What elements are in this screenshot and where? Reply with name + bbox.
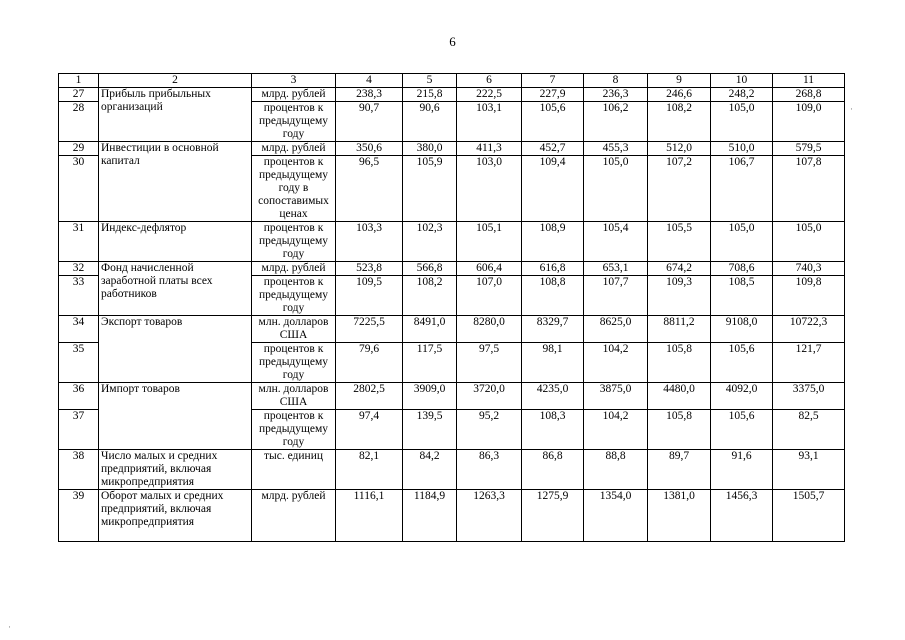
value-cell: 86,3	[457, 450, 522, 490]
unit-cell: процентов к предыдущему году	[252, 102, 336, 142]
indicator-name: Фонд начисленной заработной платы всех работников	[99, 262, 252, 316]
table-row	[59, 222, 845, 262]
unit-cell: процентов к предыдущему году в сопоставимых ценах	[252, 156, 336, 222]
value-cell: 108,8	[522, 276, 584, 316]
value-cell: 93,1	[773, 450, 845, 490]
value-cell: 616,8	[522, 262, 584, 276]
unit-cell: млрд. рублей	[252, 262, 336, 276]
value-cell: 108,2	[403, 276, 457, 316]
value-cell: 3875,0	[584, 383, 648, 410]
unit-cell: млн. долларов США	[252, 383, 336, 410]
value-cell: 452,7	[522, 142, 584, 156]
col-header: 6	[457, 74, 522, 88]
value-cell: 109,0	[773, 102, 845, 142]
value-cell: 103,0	[457, 156, 522, 222]
value-cell: 8329,7	[522, 316, 584, 343]
row-number: 32	[59, 262, 99, 276]
value-cell: 84,2	[403, 450, 457, 490]
table-row	[59, 450, 845, 490]
value-cell: 117,5	[403, 343, 457, 383]
value-cell: 606,4	[457, 262, 522, 276]
value-cell: 105,9	[403, 156, 457, 222]
indicators-table	[58, 73, 845, 542]
value-cell: 4480,0	[648, 383, 711, 410]
value-cell: 79,6	[336, 343, 403, 383]
value-cell: 1456,3	[711, 490, 773, 542]
col-header: 1	[59, 74, 99, 88]
value-cell: 98,1	[522, 343, 584, 383]
value-cell: 1381,0	[648, 490, 711, 542]
value-cell: 105,0	[584, 156, 648, 222]
col-header: 4	[336, 74, 403, 88]
value-cell: 88,8	[584, 450, 648, 490]
value-cell: 1505,7	[773, 490, 845, 542]
row-number: 31	[59, 222, 99, 262]
table-row	[59, 316, 845, 343]
col-header: 2	[99, 74, 252, 88]
col-header: 7	[522, 74, 584, 88]
value-cell: 227,9	[522, 88, 584, 102]
row-number: 36	[59, 383, 99, 410]
value-cell: 95,2	[457, 410, 522, 450]
value-cell: 139,5	[403, 410, 457, 450]
value-cell: 91,6	[711, 450, 773, 490]
value-cell: 9108,0	[711, 316, 773, 343]
indicator-name: Импорт товаров	[99, 383, 252, 450]
value-cell: 121,7	[773, 343, 845, 383]
value-cell: 268,8	[773, 88, 845, 102]
value-cell: 82,1	[336, 450, 403, 490]
unit-cell: процентов к предыдущему году	[252, 276, 336, 316]
unit-cell: млрд. рублей	[252, 88, 336, 102]
value-cell: 82,5	[773, 410, 845, 450]
value-cell: 105,6	[522, 102, 584, 142]
table-row	[59, 262, 845, 276]
value-cell: 708,6	[711, 262, 773, 276]
row-number: 30	[59, 156, 99, 222]
value-cell: 105,6	[711, 410, 773, 450]
indicator-name: Индекс-дефлятор	[99, 222, 252, 262]
value-cell: 740,3	[773, 262, 845, 276]
value-cell: 109,4	[522, 156, 584, 222]
value-cell: 106,7	[711, 156, 773, 222]
value-cell: 8625,0	[584, 316, 648, 343]
value-cell: 107,8	[773, 156, 845, 222]
table-row	[59, 383, 845, 410]
value-cell: 248,2	[711, 88, 773, 102]
value-cell: 89,7	[648, 450, 711, 490]
value-cell: 523,8	[336, 262, 403, 276]
value-cell: 104,2	[584, 343, 648, 383]
value-cell: 107,2	[648, 156, 711, 222]
row-number: 29	[59, 142, 99, 156]
value-cell: 10722,3	[773, 316, 845, 343]
row-number: 37	[59, 410, 99, 450]
value-cell: 105,6	[711, 343, 773, 383]
header-row	[59, 74, 845, 88]
value-cell: 108,9	[522, 222, 584, 262]
value-cell: 512,0	[648, 142, 711, 156]
value-cell: 4235,0	[522, 383, 584, 410]
value-cell: 8811,2	[648, 316, 711, 343]
value-cell: 105,8	[648, 343, 711, 383]
indicator-name: Число малых и средних предприятий, включая микропредприятия	[99, 450, 252, 490]
value-cell: 411,3	[457, 142, 522, 156]
unit-cell: процентов к предыдущему году	[252, 410, 336, 450]
value-cell: 246,6	[648, 88, 711, 102]
value-cell: 1184,9	[403, 490, 457, 542]
value-cell: 674,2	[648, 262, 711, 276]
value-cell: 103,3	[336, 222, 403, 262]
value-cell: 90,6	[403, 102, 457, 142]
scan-speck: ·	[8, 622, 11, 632]
value-cell: 104,2	[584, 410, 648, 450]
value-cell: 1116,1	[336, 490, 403, 542]
scan-speck: ·	[850, 104, 853, 114]
col-header: 5	[403, 74, 457, 88]
value-cell: 238,3	[336, 88, 403, 102]
indicator-name: Оборот малых и средних предприятий, включая микропредприятия	[99, 490, 252, 542]
value-cell: 105,0	[773, 222, 845, 262]
value-cell: 653,1	[584, 262, 648, 276]
row-number: 27	[59, 88, 99, 102]
col-header: 8	[584, 74, 648, 88]
value-cell: 350,6	[336, 142, 403, 156]
value-cell: 3720,0	[457, 383, 522, 410]
value-cell: 1275,9	[522, 490, 584, 542]
value-cell: 1263,3	[457, 490, 522, 542]
table-row	[59, 88, 845, 102]
indicator-name: Инвестиции в основной капитал	[99, 142, 252, 222]
value-cell: 86,8	[522, 450, 584, 490]
value-cell: 215,8	[403, 88, 457, 102]
unit-cell: млрд. рублей	[252, 142, 336, 156]
value-cell: 2802,5	[336, 383, 403, 410]
value-cell: 97,5	[457, 343, 522, 383]
value-cell: 8491,0	[403, 316, 457, 343]
value-cell: 510,0	[711, 142, 773, 156]
value-cell: 96,5	[336, 156, 403, 222]
value-cell: 8280,0	[457, 316, 522, 343]
value-cell: 1354,0	[584, 490, 648, 542]
value-cell: 3375,0	[773, 383, 845, 410]
table-row	[59, 490, 845, 542]
value-cell: 105,4	[584, 222, 648, 262]
value-cell: 105,0	[711, 222, 773, 262]
value-cell: 236,3	[584, 88, 648, 102]
value-cell: 97,4	[336, 410, 403, 450]
value-cell: 105,5	[648, 222, 711, 262]
table-row	[59, 142, 845, 156]
col-header: 3	[252, 74, 336, 88]
indicator-name: Экспорт товаров	[99, 316, 252, 383]
row-number: 39	[59, 490, 99, 542]
value-cell: 108,5	[711, 276, 773, 316]
value-cell: 103,1	[457, 102, 522, 142]
value-cell: 3909,0	[403, 383, 457, 410]
row-number: 28	[59, 102, 99, 142]
page-number: 6	[449, 34, 456, 49]
col-header: 9	[648, 74, 711, 88]
row-number: 35	[59, 343, 99, 383]
value-cell: 455,3	[584, 142, 648, 156]
value-cell: 579,5	[773, 142, 845, 156]
unit-cell: процентов к предыдущему году	[252, 222, 336, 262]
row-number: 38	[59, 450, 99, 490]
indicator-name: Прибыль прибыльных организаций	[99, 88, 252, 142]
unit-cell: млн. долларов США	[252, 316, 336, 343]
row-number: 33	[59, 276, 99, 316]
value-cell: 566,8	[403, 262, 457, 276]
value-cell: 105,1	[457, 222, 522, 262]
value-cell: 108,2	[648, 102, 711, 142]
value-cell: 4092,0	[711, 383, 773, 410]
row-number: 34	[59, 316, 99, 343]
value-cell: 105,8	[648, 410, 711, 450]
unit-cell: тыс. единиц	[252, 450, 336, 490]
col-header: 10	[711, 74, 773, 88]
unit-cell: процентов к предыдущему году	[252, 343, 336, 383]
value-cell: 380,0	[403, 142, 457, 156]
value-cell: 90,7	[336, 102, 403, 142]
value-cell: 109,8	[773, 276, 845, 316]
value-cell: 108,3	[522, 410, 584, 450]
col-header: 11	[773, 74, 845, 88]
value-cell: 7225,5	[336, 316, 403, 343]
unit-cell: млрд. рублей	[252, 490, 336, 542]
value-cell: 109,3	[648, 276, 711, 316]
value-cell: 107,0	[457, 276, 522, 316]
value-cell: 106,2	[584, 102, 648, 142]
value-cell: 109,5	[336, 276, 403, 316]
value-cell: 107,7	[584, 276, 648, 316]
value-cell: 102,3	[403, 222, 457, 262]
value-cell: 222,5	[457, 88, 522, 102]
value-cell: 105,0	[711, 102, 773, 142]
